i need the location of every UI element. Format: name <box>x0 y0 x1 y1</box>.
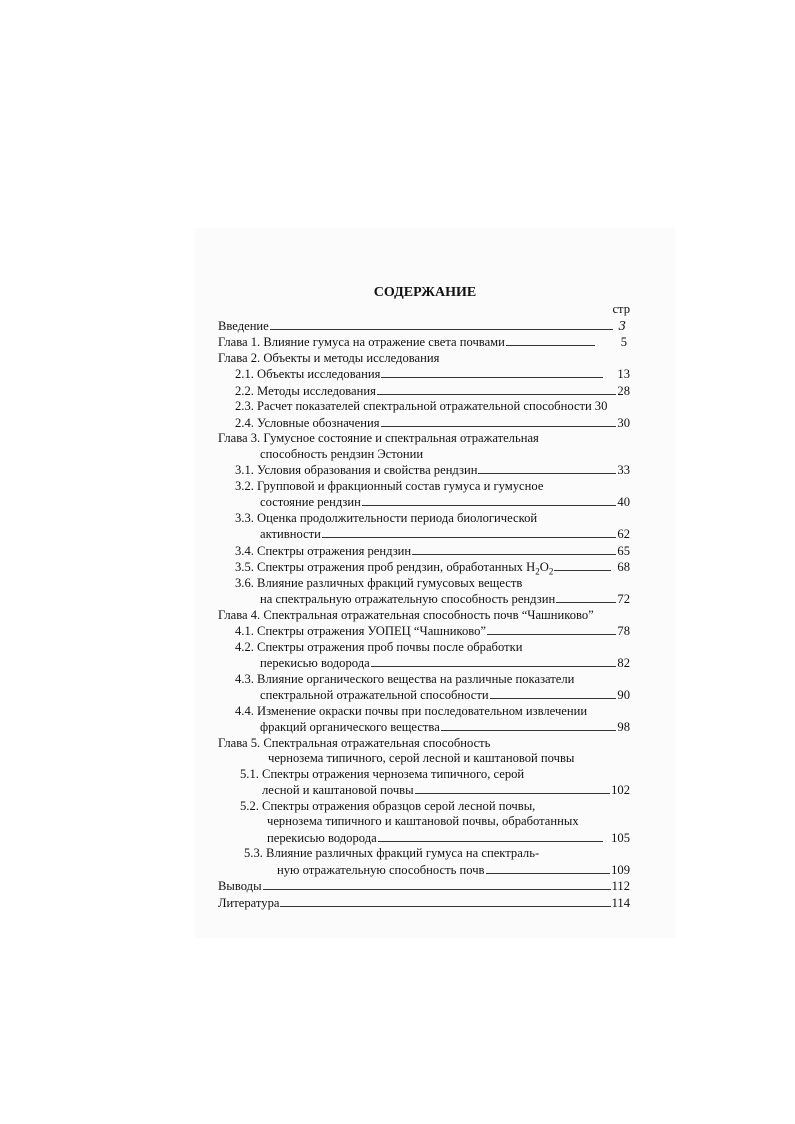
leader-line <box>478 462 616 474</box>
toc-entry-text: Глава 3. Гумусное состояние и спектральная отражательная <box>218 431 539 445</box>
toc-entry-chapter-2[interactable] <box>218 351 630 367</box>
toc-entry-intro[interactable] <box>218 318 630 335</box>
toc-entry-text-cont: фракций органического вещества <box>260 720 440 734</box>
toc-entry-text-cont: способность рендзин Эстонии <box>260 446 424 461</box>
toc-entry-3-1[interactable] <box>218 462 630 479</box>
leader-line <box>381 366 603 378</box>
toc-entry-page: 65 <box>617 543 630 558</box>
toc-entry-text-main: 3.5. Спектры отражения проб рендзин, обработанных H <box>235 560 536 574</box>
leader-line <box>506 334 595 346</box>
toc-entry-2-1[interactable] <box>218 366 630 383</box>
toc-entry-text: 3.4. Спектры отражения рендзин <box>235 543 412 558</box>
toc-entry-conclusions[interactable] <box>218 878 630 895</box>
toc-entry-text-cont: перекисью водорода <box>267 830 377 845</box>
toc-entry-page: 33 <box>617 463 630 477</box>
toc-entry-page: 28 <box>617 383 630 398</box>
leader-line <box>371 655 617 667</box>
toc-entry-4-4[interactable] <box>218 704 630 736</box>
toc-entry-page: 62 <box>617 527 630 541</box>
toc-entry-page: 82 <box>617 656 630 670</box>
toc-entry-page: 98 <box>617 720 630 734</box>
toc-entry-chapter-5[interactable] <box>218 736 630 767</box>
toc-entry-text: 2.1. Объекты исследования <box>235 367 381 381</box>
toc-entry-text: 3.6. Влияние различных фракций гумусовых веществ <box>235 575 523 590</box>
leader-line <box>378 830 603 842</box>
toc-entry-page: 30 <box>617 415 630 430</box>
toc-entry-chapter-1[interactable] <box>218 334 630 351</box>
toc-entry-page: 90 <box>617 688 630 702</box>
toc-entry-4-2[interactable] <box>218 640 630 672</box>
toc-entry-page: 102 <box>611 783 630 797</box>
toc-entry-2-2[interactable] <box>218 383 630 400</box>
toc-entry-page: 68 <box>617 560 630 574</box>
toc-entry-2-4[interactable] <box>218 415 630 432</box>
toc-entry-text: Глава 5. Спектральная отражательная способность <box>218 735 491 750</box>
toc-entry-text: Литература <box>218 895 280 910</box>
toc-entry-5-2[interactable] <box>218 799 630 847</box>
toc-entry-page: 5 <box>620 335 627 349</box>
toc-entry-text-cont: лесной и каштановой почвы <box>262 783 414 797</box>
toc-entry-page: 109 <box>611 862 630 877</box>
toc-entry-text-cont: перекисью водорода <box>260 656 370 670</box>
toc-entry-3-4[interactable] <box>218 543 630 560</box>
toc-entry-text: 3.2. Групповой и фракционный состав гумуса и гумусное <box>235 478 544 493</box>
toc-entry-text-cont: ную отражательную способность почв <box>277 862 485 877</box>
toc-entry-3-3[interactable] <box>218 511 630 543</box>
toc-entry-2-3[interactable] <box>218 399 630 415</box>
toc-entry-page: 30 <box>594 399 608 413</box>
toc-entry-text: 3.3. Оценка продолжительности периода биологической <box>235 510 538 525</box>
leader-line <box>486 862 611 874</box>
toc-entry-page: 112 <box>611 879 630 893</box>
toc-entry-4-3[interactable] <box>218 672 630 704</box>
toc-entry-text: 2.2. Методы исследования <box>235 383 376 398</box>
toc-entry-literature[interactable] <box>218 895 630 912</box>
table-of-contents <box>218 284 630 911</box>
toc-entry-text: 4.1. Спектры отражения УОПЕЦ “Чашниково” <box>235 624 486 638</box>
toc-entry-text: 3.1. Условия образования и свойства рендзин <box>235 463 478 477</box>
toc-entry-page: 3 <box>618 318 626 333</box>
leader-line <box>263 878 611 890</box>
toc-title: СОДЕРЖАНИЕ <box>373 285 477 300</box>
toc-entry-3-6[interactable] <box>218 576 630 608</box>
leader-line <box>554 559 611 571</box>
leader-line <box>381 415 617 427</box>
toc-entry-text-cont: на спектральную отражательную способность рендзин <box>260 592 556 606</box>
toc-entry-text: Глава 1. Влияние гумуса на отражение света почвами <box>218 335 505 349</box>
leader-line <box>487 623 616 635</box>
subscript: 2 <box>535 566 540 577</box>
leader-line <box>441 719 617 731</box>
toc-entry-text: 4.2. Спектры отражения проб почвы после обработки <box>235 639 523 654</box>
leader-line <box>362 494 617 506</box>
toc-entry-text-cont: активности <box>260 527 321 541</box>
leader-line <box>377 383 616 395</box>
leader-line <box>415 782 611 794</box>
toc-entry-text: Глава 2. Объекты и методы исследования <box>218 350 440 365</box>
leader-line <box>556 591 616 603</box>
toc-entry-chapter-4[interactable] <box>218 608 630 624</box>
toc-entry-5-1[interactable] <box>218 767 630 799</box>
leader-line <box>280 895 610 907</box>
toc-entry-text: 2.3. Расчет показателей спектральной отражательной способности <box>235 399 592 413</box>
toc-entry-text: 4.3. Влияние органического вещества на различные показатели <box>235 671 575 686</box>
toc-entry-5-3[interactable] <box>218 846 630 878</box>
toc-entry-text: Введение <box>218 318 269 333</box>
formula-part: O <box>539 560 549 574</box>
leader-line <box>490 687 617 699</box>
leader-line <box>412 543 616 555</box>
toc-entry-text-cont: чернозема типичного и каштановой почвы, обработанных <box>267 814 579 828</box>
toc-entry-text-cont: спектральной отражательной способности <box>260 688 489 702</box>
toc-entry-page: 13 <box>617 367 630 381</box>
toc-entry-text-cont: состояние рендзин <box>260 495 361 509</box>
toc-entry-text: Глава 4. Спектральная отражательная способность почв “Чашниково” <box>218 607 594 622</box>
toc-entry-text: 5.2. Спектры отражения образцов серой лесной почвы, <box>240 798 536 813</box>
toc-entry-chapter-3[interactable] <box>218 431 630 462</box>
toc-entry-page: 40 <box>617 495 630 509</box>
toc-entry-page: 78 <box>617 624 630 638</box>
toc-entry-text: 4.4. Изменение окраски почвы при последовательном извлечении <box>235 703 588 718</box>
leader-line <box>270 318 613 330</box>
page-column-header: стр <box>612 302 630 316</box>
toc-entry-4-1[interactable] <box>218 623 630 640</box>
toc-entry-page: 114 <box>611 895 630 910</box>
toc-entry-3-2[interactable] <box>218 479 630 511</box>
toc-entry-text: 2.4. Условные обозначения <box>235 415 380 430</box>
toc-entry-text: 5.1. Спектры отражения чернозема типичного, серой <box>240 766 525 781</box>
toc-entry-text-cont: чернозема типичного, серой лесной и каштановой почвы <box>268 751 575 765</box>
toc-entry-page: 72 <box>617 592 630 606</box>
leader-line <box>322 526 616 538</box>
toc-entry-3-5[interactable] <box>218 559 630 576</box>
toc-entry-page: 105 <box>611 830 630 845</box>
toc-entry-text: Выводы <box>218 879 262 893</box>
toc-entry-text: 5.3. Влияние различных фракций гумуса на спектраль- <box>244 846 540 860</box>
subscript: 2 <box>548 566 554 577</box>
toc-entry-text <box>235 560 553 576</box>
